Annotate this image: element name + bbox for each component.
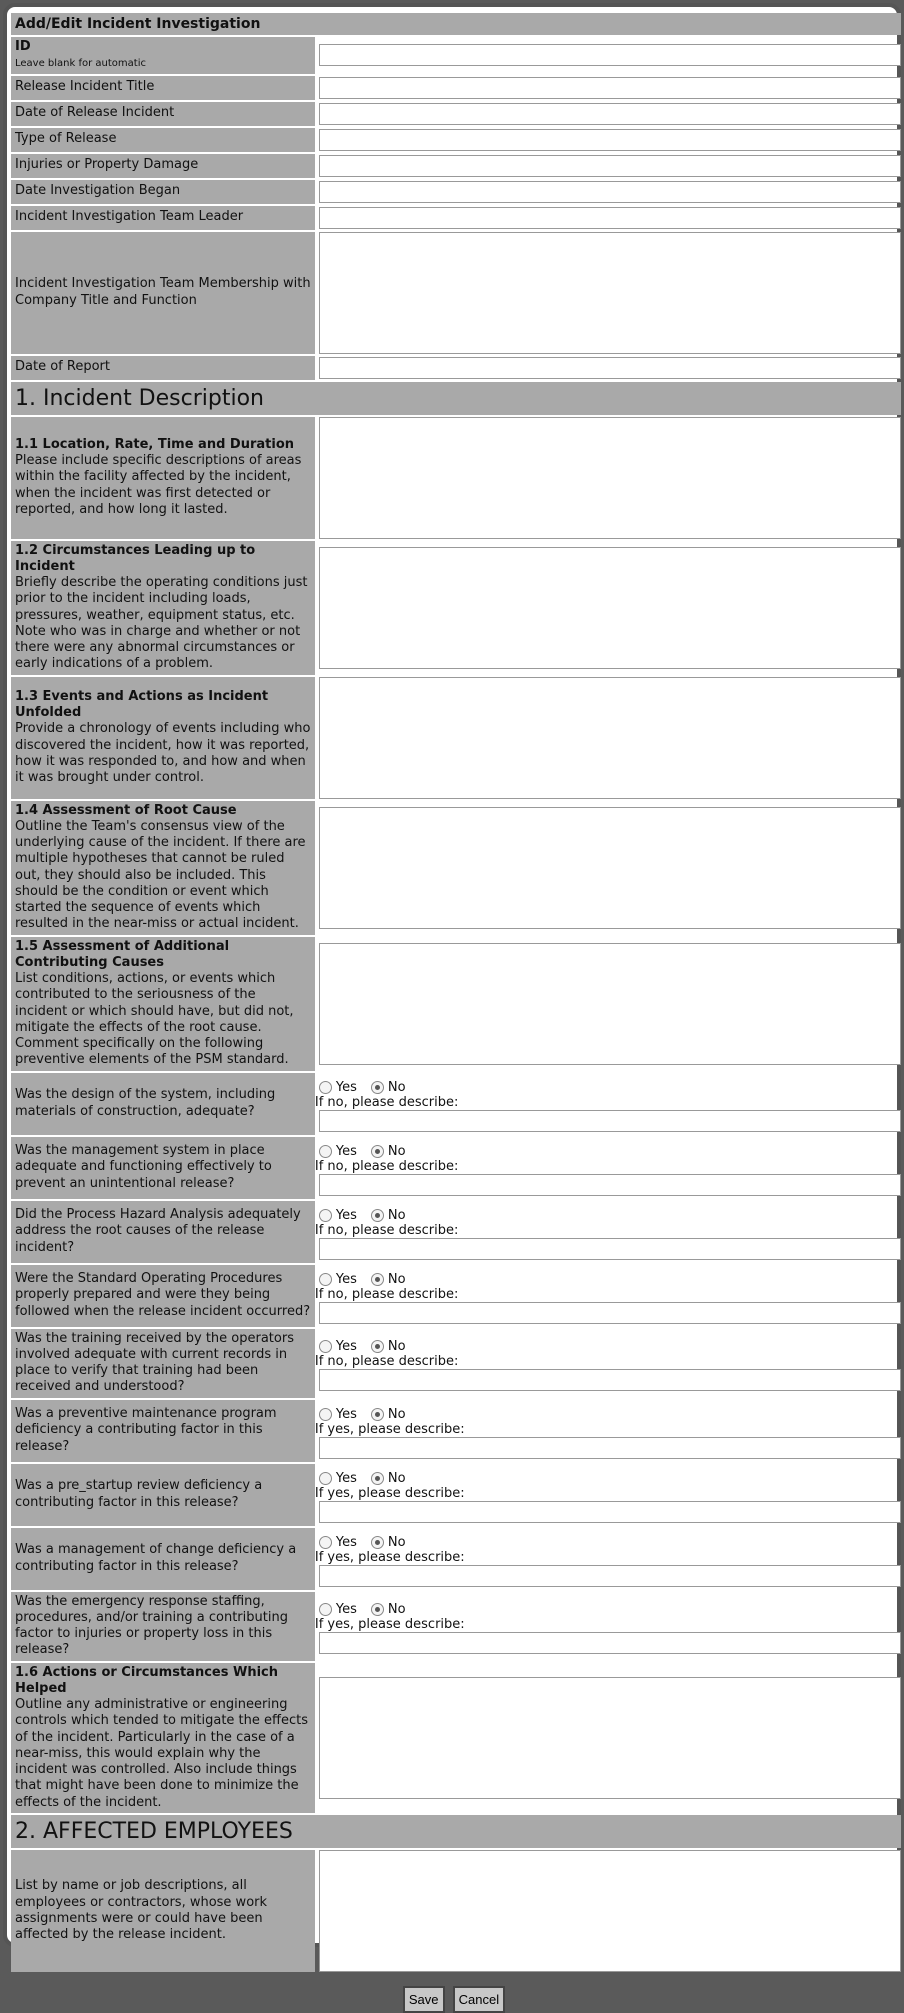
yes-label: Yes	[335, 1534, 357, 1550]
yes-radio[interactable]	[319, 1603, 332, 1616]
injuries-input[interactable]	[319, 155, 901, 177]
no-radio[interactable]	[371, 1536, 384, 1549]
question-label: Was a preventive maintenance program deficiency a contributing factor in this release?	[11, 1400, 315, 1462]
item-1-3-label: 1.3 Events and Actions as Incident Unfolded Provide a chronology of events including who discovered the incident, how it was reported, how it was responded to, and how and when it was brought under control.	[11, 677, 315, 799]
type-of-release-input[interactable]	[319, 129, 901, 151]
field-label-id: ID Leave blank for automatic	[11, 37, 315, 74]
describe-input[interactable]	[319, 1302, 901, 1324]
describe-input[interactable]	[319, 1565, 901, 1587]
describe-label: If yes, please describe:	[314, 1485, 465, 1501]
question-label: Did the Process Hazard Analysis adequately address the root causes of the release incident?	[11, 1201, 315, 1263]
item-1-2-textarea[interactable]	[319, 547, 901, 669]
item-1-4-label: 1.4 Assessment of Root Cause Outline the Team's consensus view of the underlying cause of the incident. If there are multiple hypotheses that cannot be ruled out, they should also be included. This should be the condition or event which started the sequence of events which resulted in the near-miss or actual incident.	[11, 801, 315, 935]
describe-input[interactable]	[319, 1632, 901, 1654]
describe-input[interactable]	[319, 1110, 901, 1132]
no-radio[interactable]	[371, 1081, 384, 1094]
describe-input[interactable]	[319, 1437, 901, 1459]
no-label: No	[387, 1534, 406, 1550]
describe-input[interactable]	[319, 1501, 901, 1523]
cancel-button[interactable]: Cancel	[453, 1986, 505, 2013]
release-incident-title-input[interactable]	[319, 77, 901, 99]
item-1-1-label: 1.1 Location, Rate, Time and Duration Please include specific descriptions of areas within the facility affected by the incident, when the incident was first detected or reported, and how long it lasted.	[11, 417, 315, 539]
yes-label: Yes	[335, 1602, 357, 1617]
no-label: No	[387, 1602, 406, 1617]
yes-radio[interactable]	[319, 1273, 332, 1286]
question-label: Were the Standard Operating Procedures properly prepared and were they being followed when the release incident occurred?	[11, 1265, 315, 1327]
yes-label: Yes	[335, 1470, 357, 1486]
no-radio[interactable]	[371, 1209, 384, 1222]
describe-label: If no, please describe:	[314, 1354, 459, 1369]
yes-label: Yes	[335, 1079, 357, 1095]
question-label: Was the management system in place adequate and functioning effectively to prevent an unintentional release?	[11, 1137, 315, 1199]
describe-label: If yes, please describe:	[314, 1421, 465, 1437]
describe-label: If yes, please describe:	[314, 1617, 465, 1632]
describe-input[interactable]	[319, 1174, 901, 1196]
yes-label: Yes	[335, 1406, 357, 1422]
field-label-title: Release Incident Title	[11, 76, 315, 100]
no-radio[interactable]	[371, 1408, 384, 1421]
date-of-report-input[interactable]	[319, 357, 901, 379]
team-leader-input[interactable]	[319, 207, 901, 229]
yes-label: Yes	[335, 1143, 357, 1159]
no-label: No	[387, 1079, 406, 1095]
field-label-date-report: Date of Report	[11, 356, 315, 380]
describe-label: If no, please describe:	[314, 1286, 459, 1302]
save-button[interactable]: Save	[403, 1986, 445, 2013]
describe-label: If no, please describe:	[314, 1158, 459, 1174]
date-investigation-began-input[interactable]	[319, 181, 901, 203]
no-label: No	[387, 1470, 406, 1486]
yes-label: Yes	[335, 1339, 357, 1354]
field-label-type: Type of Release	[11, 128, 315, 152]
item-1-6-textarea[interactable]	[319, 1677, 901, 1799]
yes-label: Yes	[335, 1271, 357, 1287]
yes-radio[interactable]	[319, 1340, 332, 1353]
no-label: No	[387, 1143, 406, 1159]
question-label: Was a pre_startup review deficiency a contributing factor in this release?	[11, 1464, 315, 1526]
describe-label: If no, please describe:	[314, 1094, 459, 1110]
button-bar	[11, 1974, 897, 2013]
describe-label: If yes, please describe:	[314, 1549, 465, 1565]
no-radio[interactable]	[371, 1603, 384, 1616]
no-radio[interactable]	[371, 1472, 384, 1485]
field-label-team-membership: Incident Investigation Team Membership with Company Title and Function	[11, 232, 315, 354]
yes-radio[interactable]	[319, 1145, 332, 1158]
question-label: Was the design of the system, including materials of construction, adequate?	[11, 1073, 315, 1135]
item-1-3-textarea[interactable]	[319, 677, 901, 799]
incident-form	[11, 11, 901, 1974]
question-label: Was a management of change deficiency a contributing factor in this release?	[11, 1528, 315, 1590]
item-1-4-textarea[interactable]	[319, 807, 901, 929]
item-1-2-label: 1.2 Circumstances Leading up to Incident Briefly describe the operating conditions just prior to the incident including loads, pressures, weather, equipment status, etc. Note who was in charge and whether or not there were any abnormal circumstances or early indications of a problem.	[11, 541, 315, 675]
yes-label: Yes	[335, 1207, 357, 1223]
describe-label: If no, please describe:	[314, 1222, 459, 1238]
no-label: No	[387, 1339, 406, 1354]
yes-radio[interactable]	[319, 1472, 332, 1485]
date-of-release-input[interactable]	[319, 103, 901, 125]
item-1-1-textarea[interactable]	[319, 417, 901, 539]
no-radio[interactable]	[371, 1145, 384, 1158]
no-label: No	[387, 1406, 406, 1422]
field-label-team-leader: Incident Investigation Team Leader	[11, 206, 315, 230]
form-title: Add/Edit Incident Investigation	[11, 13, 901, 35]
section-2-title: 2. AFFECTED EMPLOYEES	[11, 1815, 901, 1848]
yes-radio[interactable]	[319, 1081, 332, 1094]
question-label: Was the emergency response staffing, procedures, and/or training a contributing factor to injuries or property loss in this release?	[11, 1592, 315, 1661]
item-1-6-label: 1.6 Actions or Circumstances Which Helped Outline any administrative or engineering controls which tended to mitigate the effects of the incident. Particularly in the case of a near-miss, this would explain why the incident was controlled. Also include things that might have been done to minimize the effects of the incident.	[11, 1663, 315, 1813]
describe-input[interactable]	[319, 1238, 901, 1260]
no-radio[interactable]	[371, 1340, 384, 1353]
item-1-5-label: 1.5 Assessment of Additional Contributing Causes List conditions, actions, or events which contributed to the seriousness of the incident or which should have, but did not, mitigate the effects of the root cause. Comment specifically on the following preventive elements of the PSM standard.	[11, 937, 315, 1071]
item-1-5-textarea[interactable]	[319, 943, 901, 1065]
no-label: No	[387, 1271, 406, 1287]
team-membership-textarea[interactable]	[319, 232, 901, 354]
field-label-injuries: Injuries or Property Damage	[11, 154, 315, 178]
field-label-date-release: Date of Release Incident	[11, 102, 315, 126]
describe-input[interactable]	[319, 1369, 901, 1391]
affected-employees-textarea[interactable]	[319, 1850, 901, 1972]
affected-employees-label: List by name or job descriptions, all employees or contractors, whose work assignments were or could have been affected by the release incident.	[11, 1850, 315, 1972]
no-label: No	[387, 1207, 406, 1223]
field-label-date-began: Date Investigation Began	[11, 180, 315, 204]
id-input[interactable]	[319, 44, 901, 66]
yes-radio[interactable]	[319, 1536, 332, 1549]
yes-radio[interactable]	[319, 1209, 332, 1222]
form-window	[3, 3, 901, 2007]
section-1-title: 1. Incident Description	[11, 382, 901, 415]
yes-radio[interactable]	[319, 1408, 332, 1421]
no-radio[interactable]	[371, 1273, 384, 1286]
question-label: Was the training received by the operators involved adequate with current records in place to verify that training had been received and understood?	[11, 1329, 315, 1398]
